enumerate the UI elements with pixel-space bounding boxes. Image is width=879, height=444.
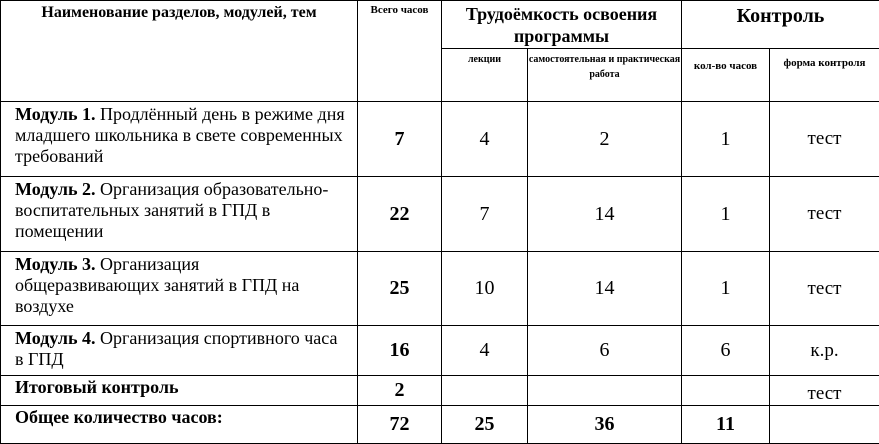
- header-total-hours: Всего часов: [358, 1, 442, 102]
- control-hours-cell: 6: [682, 326, 770, 376]
- control-form-cell: тест: [770, 376, 879, 406]
- table-row: [1, 177, 879, 252]
- total-hours-cell: 22: [358, 177, 442, 252]
- control-hours-cell: 1: [682, 102, 770, 177]
- summary-lectures: 25: [442, 406, 528, 444]
- lectures-cell: 7: [442, 177, 528, 252]
- control-form-cell: тест: [770, 252, 879, 326]
- independent-work-cell: 2: [528, 102, 682, 177]
- header-independent-work: самостоятельная и практическая работа: [528, 49, 682, 102]
- table-row: [1, 102, 879, 177]
- module-title: [1, 177, 358, 252]
- summary-control-form: [770, 406, 879, 444]
- control-form-cell: к.р.: [770, 326, 879, 376]
- module-name: Организация образовательно-воспитательных занятий в ГПД в помещении: [15, 179, 328, 241]
- independent-work-cell: 6: [528, 326, 682, 376]
- module-name: Организация спортивного часа в ГПД: [15, 328, 338, 369]
- final-control-label: Итоговый контроль: [1, 376, 358, 406]
- header-name: Наименование разделов, модулей, тем: [1, 1, 358, 102]
- independent-work-cell: 14: [528, 252, 682, 326]
- module-name: Продлённый день в режиме дня младшего школьника в свете современных требований: [15, 104, 345, 166]
- module-title: [1, 326, 358, 376]
- module-prefix: Модуль 3.: [15, 254, 96, 274]
- control-form-cell: тест: [770, 102, 879, 177]
- header-lectures: лекции: [442, 49, 528, 102]
- summary-total-hours: 72: [358, 406, 442, 444]
- summary-independent-work: 36: [528, 406, 682, 444]
- module-name: Организация общеразвивающих занятий в ГПД на воздухе: [15, 254, 299, 316]
- summary-row: [1, 406, 879, 444]
- independent-work-cell: [528, 376, 682, 406]
- lectures-cell: 10: [442, 252, 528, 326]
- final-control-row: [1, 376, 879, 406]
- module-prefix: Модуль 2.: [15, 179, 96, 199]
- lectures-cell: 4: [442, 102, 528, 177]
- summary-label: Общее количество часов:: [1, 406, 358, 444]
- control-hours-cell: 1: [682, 252, 770, 326]
- total-hours-cell: 25: [358, 252, 442, 326]
- header-control-form: форма контроля: [770, 49, 879, 102]
- module-prefix: Модуль 1.: [15, 104, 96, 124]
- total-hours-cell: 2: [358, 376, 442, 406]
- header-control-group: Контроль: [682, 1, 879, 49]
- table-row: [1, 252, 879, 326]
- summary-control-hours: 11: [682, 406, 770, 444]
- table-row: [1, 326, 879, 376]
- module-prefix: Модуль 4.: [15, 328, 96, 348]
- lectures-cell: 4: [442, 326, 528, 376]
- total-hours-cell: 16: [358, 326, 442, 376]
- control-hours-cell: [682, 376, 770, 406]
- lectures-cell: [442, 376, 528, 406]
- independent-work-cell: 14: [528, 177, 682, 252]
- control-hours-cell: 1: [682, 177, 770, 252]
- total-hours-cell: 7: [358, 102, 442, 177]
- header-labor-group: Трудоёмкость освоения программы: [442, 1, 682, 49]
- control-form-cell: тест: [770, 177, 879, 252]
- module-title: [1, 102, 358, 177]
- module-title: [1, 252, 358, 326]
- header-control-hours: кол-во часов: [682, 49, 770, 102]
